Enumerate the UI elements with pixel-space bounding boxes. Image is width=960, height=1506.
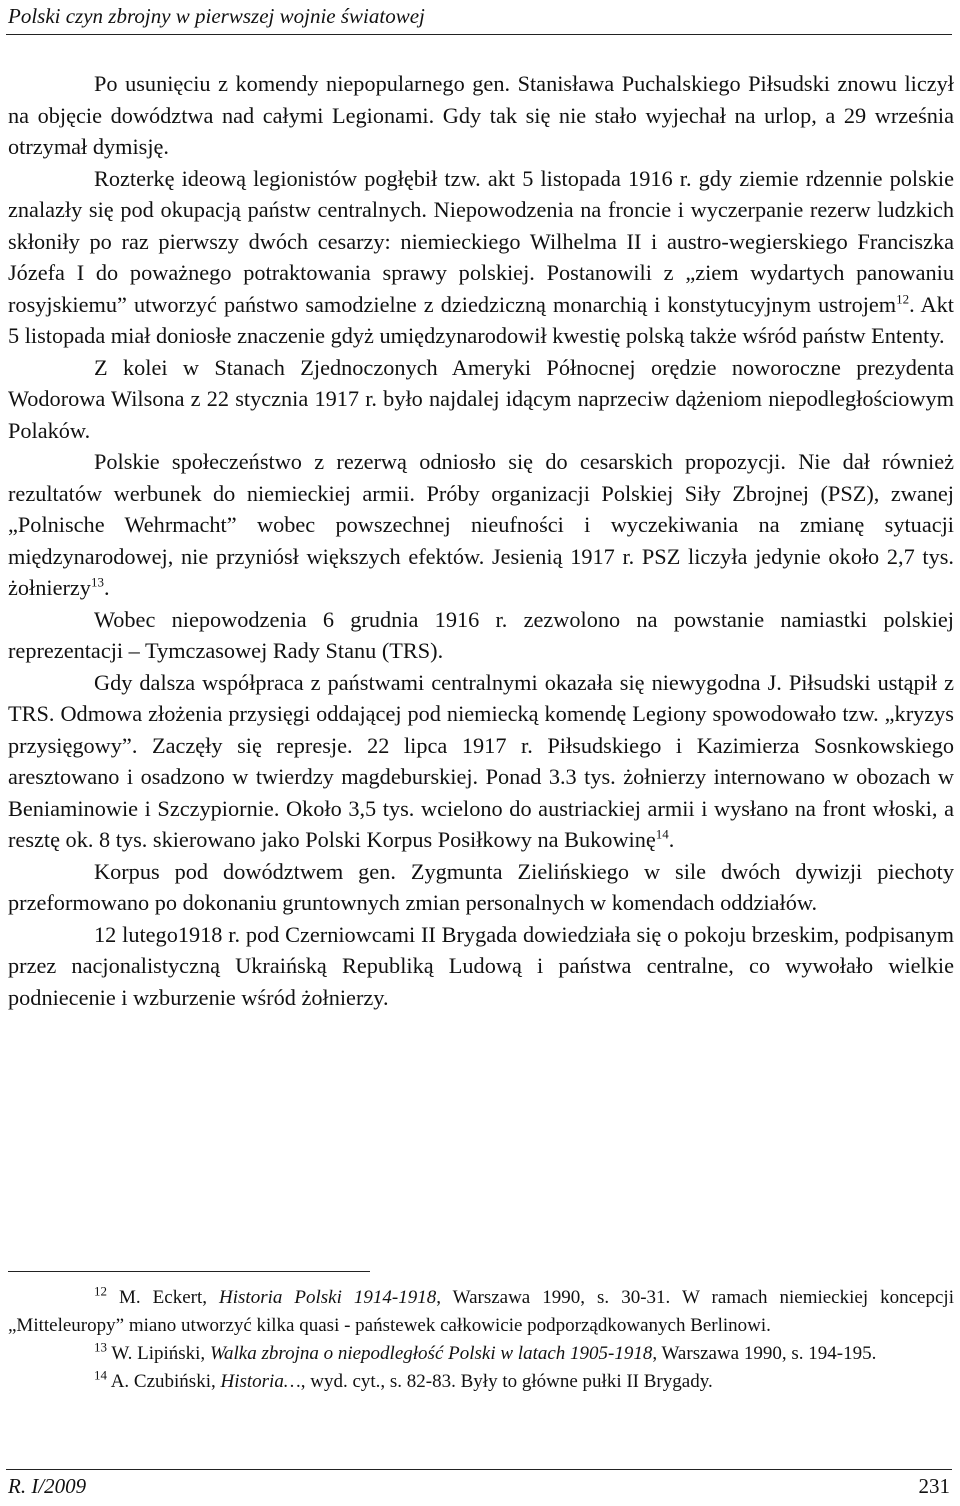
page-number: 231: [918, 1474, 950, 1498]
paragraph: 12 lutego1918 r. pod Czerniowcami II Brygada dowiedziała się o pokoju brzeskim, podpisanym przez nacjonalistyczną Ukraińską Republiką Ludową i państwa centralne, co wywołało wielkie podniecenie i wzburzenie wśród żołnierzy.: [8, 921, 954, 1010]
footnote-number: 14: [94, 1367, 107, 1383]
paragraph: Wobec niepowodzenia 6 grudnia 1916 r. zezwolono na powstanie namiastki polskiej reprezentacji – Tymczasowej Rady Stanu (TRS).: [8, 606, 954, 663]
header-rule: [6, 34, 952, 35]
issue-label: R. I/2009: [8, 1474, 87, 1498]
footnote-separator: [8, 1271, 370, 1272]
footnote-number: 12: [94, 1283, 107, 1299]
paragraph: Po usunięciu z komendy niepopularnego gen. Stanisława Puchalskiego Piłsudski znowu liczył na objęcie dowództwa nad całymi Legionami. Gdy tak się nie stało wyjechał na urlop, a 29 września otrzymał dymisję.: [8, 71, 954, 159]
footnote-ref-12[interactable]: 12: [896, 291, 910, 307]
paragraph: Polskie społeczeństwo z rezerwą odniosło się do cesarskich propozycji. Nie dał również rezultatów werbunek do niemieckiej armii. Próby organizacji Polskiej Siły Zbrojnej (PSZ), zwanej „Polnische Wehrmacht” wobec powszechnej nieufności i wyczekiwania na zmianę sytuacji międzynarodowej, nie przyniósł większych efektów. Jesienią 1917 r. PSZ liczyła jedynie około 2,7 tys. żołnierzy$^{13}$.: [8, 449, 954, 600]
footnote-ref-14[interactable]: 14: [655, 826, 669, 842]
footnotes: [8, 1284, 954, 1396]
footnote-title: Walka zbrojna o niepodległość Polski w latach 1905-1918: [209, 1343, 653, 1364]
footnote-13: $^{13}$ W. Lipiński, Walka zbrojna o niepodległość Polski w latach 1905-1918, Warszawa 1990, s. 194-195.: [94, 1339, 877, 1364]
paragraph: Gdy dalsza współpraca z państwami centralnymi okazała się niewygodna J. Piłsudski ustąpił z TRS. Odmowa złożenia przysięgi oddającej pod niemiecką komendę Legiony spowodowało tzw. „kryzys przysięgowy”. Zaczęły się represje. 22 lipca 1917 r. Piłsudskiego i Kazimierza Sosnkowskiego aresztowano i osadzono w twierdzy magdeburskiej. Ponad 3.3 tys. żołnierzy internowano w obozach w Beniaminowie i Szczypiornie. Około 3,5 tys. wcielono do austriackiej armii i wysłano na front włoski, a resztę ok. 8 tys. skierowano jako Polski Korpus Posiłkowy na Bukowinę$^{14}$.: [8, 669, 954, 852]
footnote-12: $^{12}$ M. Eckert, Historia Polski 1914-1918, Warszawa 1990, s. 30-31. W ramach niemieckiej koncepcji „Mitteleuropy” miano utworzyć kilka quasi - państewek całkowicie podporządkowanych Berlinowi.: [8, 1283, 954, 1336]
paragraph: Korpus pod dowództwem gen. Zygmunta Zielińskiego w sile dwóch dywizji piechoty przeformowano po dokonaniu gruntownych zmian personalnych w komendach oddziałów.: [8, 858, 954, 915]
footnote-title: Historia Polski 1914-1918: [219, 1287, 437, 1308]
footnote-number: 13: [94, 1339, 107, 1355]
footer-rule: [6, 1469, 952, 1470]
body-text: [8, 68, 954, 1013]
paragraph: Rozterkę ideową legionistów pogłębił tzw. akt 5 listopada 1916 r. gdy ziemie rdzennie polskie znalazły się pod okupacją państw centralnych. Niepowodzenia na froncie i wyczerpanie rezerw ludzkich skłoniły po raz pierwszy dwóch cesarzy: niemieckiego Wilhelma II i austro-wegierskiego Franciszka Józefa I do poważnego potraktowania sprawy polskiej. Postanowili z „ziem wydartych panowaniu rosyjskiemu” utworzyć państwo samodzielne z dziedziczną monarchią i konstytucyjnym ustrojem$^{12}$. Akt 5 listopada miał doniosłe znaczenie gdyż umiędzynarodowił kwestię polską także wśród państw Ententy.: [8, 165, 954, 348]
running-header: Polski czyn zbrojny w pierwszej wojnie światowej: [8, 4, 425, 28]
paragraph: Z kolei w Stanach Zjednoczonych Ameryki Północnej orędzie noworoczne prezydenta Wodorowa Wilsona z 22 stycznia 1917 r. było najdalej idącym naprzeciw dążeniom niepodległościowym Polaków.: [8, 354, 954, 443]
footnote-14: $^{14}$ A. Czubiński, Historia…, wyd. cyt., s. 82-83. Były to główne pułki II Brygady.: [94, 1367, 713, 1392]
footnote-title: Historia…: [220, 1371, 301, 1392]
footnote-ref-13[interactable]: 13: [90, 574, 104, 590]
